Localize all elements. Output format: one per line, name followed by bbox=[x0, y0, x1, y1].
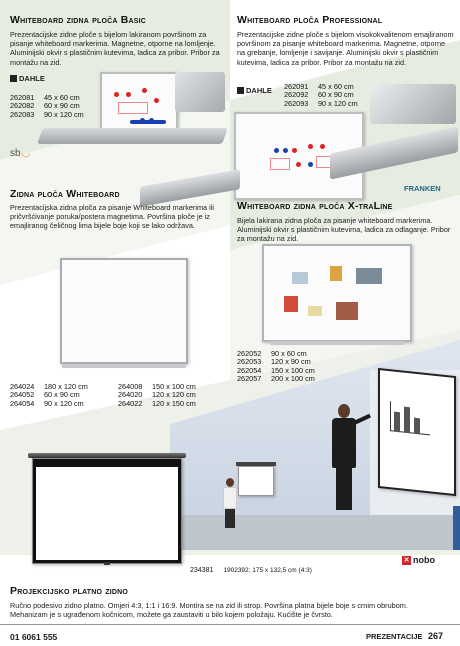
list-item bbox=[10, 111, 84, 119]
projection-description: Ručno podesivo zidno platno. Omjeri 4:3, 1:1 i 16:9. Montira se na zid ili strop. Površina platna bijele boje s crnim obrubom. Mehanizam je s ugrađenom kočnicom, možete ga zaustaviti u bilo kojem položaju. Kućište je čvrsto. bbox=[10, 601, 408, 620]
xtraline-description: Bijela lakirana zidna ploča za pisanje whiteboard markerima. Aluminijski okvir s plastičnim kutevima, ladica za odlaganje. Pribor za montažu na zid. bbox=[237, 216, 451, 244]
sb-logo-text: sb bbox=[10, 148, 21, 159]
product-code: 262052 bbox=[237, 349, 262, 358]
product-code: 262054 bbox=[237, 365, 262, 375]
product-code: 262057 bbox=[237, 374, 262, 384]
product-size: 60 x 90 cm bbox=[44, 390, 80, 400]
product-size: 60 x 90 cm bbox=[318, 90, 354, 100]
photo-screen-small bbox=[238, 466, 274, 496]
list-item bbox=[10, 400, 88, 408]
product-size: 180 x 120 cm bbox=[44, 382, 88, 391]
product-size: 120 x 150 cm bbox=[152, 398, 196, 408]
nobo-logo-text: nobo bbox=[413, 555, 435, 565]
whiteboard-description: Prezentacijska zidna ploča za pisanje Whiteboard markerima ili pričvršćivanje poruka/postera magnetima. Površina ploče je iz emajliranog čeličnog lima bijele boje koji se lako održava. bbox=[10, 203, 214, 231]
product-code: 264024 bbox=[10, 382, 35, 391]
product-code: 264008 bbox=[118, 382, 143, 391]
xtraline-title: Whiteboard zidna ploča X-traLine bbox=[237, 200, 393, 212]
product-code: 262081 bbox=[10, 93, 35, 102]
basic-code-list bbox=[10, 94, 84, 119]
product-size: 120 x 90 cm bbox=[271, 357, 311, 367]
professional-title: Whiteboard ploča Professional bbox=[237, 14, 383, 26]
dahle-logo-mark bbox=[237, 87, 244, 94]
product-code: 264020 bbox=[118, 390, 143, 400]
sb-logo bbox=[10, 148, 30, 159]
whiteboard-title: Zidna ploča Whiteboard bbox=[10, 188, 120, 200]
basic-description: Prezentacijske zidne ploče s bijelom lakiranom površinom za pisanje whiteboard markerima. Magnetne, otporne na lomljenje. Aluminijski okvir s plastičnim kutevima, ladica za pribor. Pribor za montažu na zid. bbox=[10, 30, 220, 67]
product-size: 60 x 90 cm bbox=[44, 101, 80, 111]
xtraline-code-list bbox=[237, 350, 315, 384]
whiteboard-board-image bbox=[60, 258, 188, 364]
product-code: 264054 bbox=[10, 398, 35, 408]
footer-phone: 01 6061 555 bbox=[10, 632, 58, 642]
page-number: 267 bbox=[428, 631, 444, 641]
professional-frame-closeup bbox=[370, 84, 456, 124]
product-size: 45 x 60 cm bbox=[318, 82, 354, 91]
projection-screen-image bbox=[32, 458, 182, 564]
product-code: 262083 bbox=[10, 109, 35, 119]
professional-code-list bbox=[284, 83, 358, 108]
list-item bbox=[284, 100, 358, 108]
dahle-logo bbox=[10, 74, 45, 83]
marker-image bbox=[130, 120, 166, 124]
list-item bbox=[118, 400, 196, 408]
product-code: 262082 bbox=[10, 101, 35, 111]
dahle-logo-text: DAHLE bbox=[246, 86, 272, 95]
xtraline-board-image bbox=[262, 244, 412, 342]
product-code: 264052 bbox=[10, 390, 35, 400]
nobo-logo-mark-icon: ✕ bbox=[403, 556, 410, 564]
dahle-logo-2 bbox=[237, 86, 272, 95]
product-size: 150 x 100 cm bbox=[152, 382, 196, 391]
whiteboard-code-list-left bbox=[10, 383, 88, 408]
product-code: 262091 bbox=[284, 82, 309, 91]
product-size: 150 x 100 cm bbox=[271, 365, 315, 375]
product-size: 90 x 120 cm bbox=[318, 98, 358, 108]
list-item bbox=[237, 375, 315, 383]
product-code: 264022 bbox=[118, 398, 143, 408]
whiteboard-code-list-right bbox=[118, 383, 196, 408]
basic-tray-closeup bbox=[37, 128, 228, 144]
product-size: 120 x 120 cm bbox=[152, 390, 196, 400]
professional-description: Prezentacijske zidne ploče s bijelom visokokvalitenom emajliranom površinom za pisanje whiteboard markerima. Magnetne, otporne na grebanje, lomljenje i savijanje. Aluminijski okvir s plastičnim kutevima, ladica za pribor. Pribor za montažu na zid. bbox=[237, 30, 454, 67]
basic-title: Whiteboard zidna ploča Basic bbox=[10, 14, 147, 26]
product-code: 262053 bbox=[237, 357, 262, 367]
section-tab-marker bbox=[453, 506, 460, 550]
product-size: 90 x 120 cm bbox=[44, 109, 84, 119]
woman-figure bbox=[222, 478, 238, 528]
page-footer bbox=[0, 624, 460, 646]
projection-code bbox=[190, 567, 312, 575]
product-size: 90 x 120 cm bbox=[44, 398, 84, 408]
footer-section: PREZENTACIJE bbox=[366, 632, 423, 641]
product-code: 262092 bbox=[284, 90, 309, 100]
product-code: 262093 bbox=[284, 98, 309, 108]
dahle-logo-text: DAHLE bbox=[19, 74, 45, 83]
presenter-figure bbox=[326, 404, 362, 514]
product-code: 234381 bbox=[190, 567, 214, 574]
product-spec: 1902392; 175 x 132,5 cm (4:3) bbox=[223, 567, 312, 574]
projection-screen-pull-handle-icon bbox=[104, 562, 110, 565]
product-size: 200 x 100 cm bbox=[271, 374, 315, 384]
basic-frame-closeup bbox=[175, 72, 225, 112]
product-size: 90 x 60 cm bbox=[271, 349, 307, 358]
projection-title: Projekcijsko platno zidno bbox=[10, 585, 129, 597]
sb-logo-arc-icon: ◡ bbox=[21, 148, 31, 159]
franken-logo: FRANKEN bbox=[404, 184, 441, 193]
photo-screen-large bbox=[378, 368, 456, 496]
product-size: 45 x 60 cm bbox=[44, 93, 80, 102]
nobo-logo bbox=[402, 555, 435, 565]
dahle-logo-mark bbox=[10, 75, 17, 82]
